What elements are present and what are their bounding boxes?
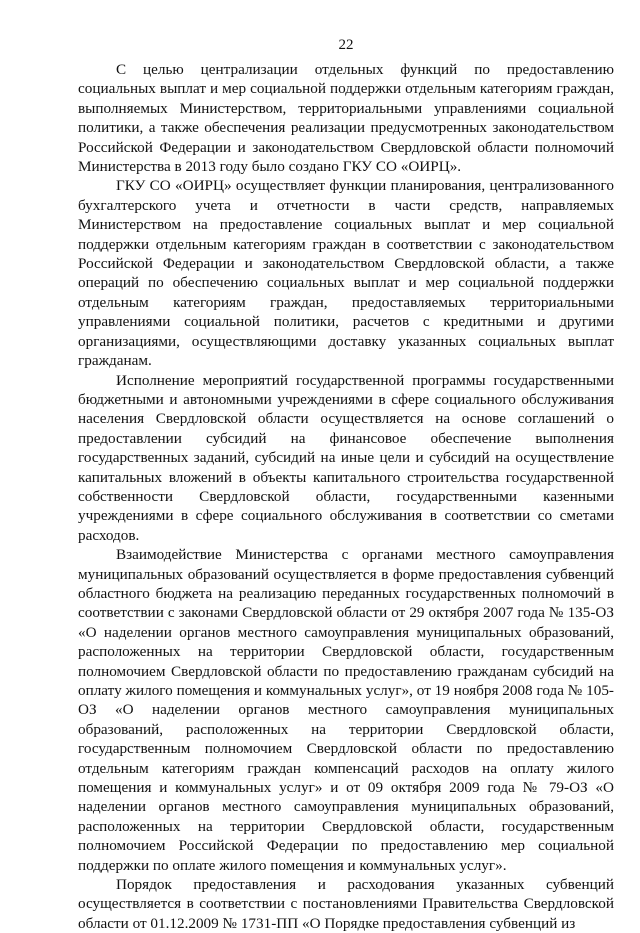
page-number: 22	[338, 37, 354, 53]
paragraph-2: ГКУ СО «ОИРЦ» осуществляет функции планирования, централизованного бухгалтерского учета и отчетности в части средств, направляемых Министерством на предоставление социальных выплат и мер социальной поддержки отдельным категориям граждан в соответствии с законодательством Российской Федерации и законодательством Свердловской области, а также операций по обеспечению социальных выплат и мер социальной поддержки отдельным категориям граждан, предоставляемых территориальными управлениями социальной политики, расчетов с кредитными и другими организациями, осуществляющими доставку указанных социальных выплат гражданам.	[78, 177, 614, 370]
paragraph-1: С целью централизации отдельных функций по предоставлению социальных выплат и мер социальной поддержки отдельным категориям граждан, выполняемых Министерством, территориальными управлениями социальной политики, а также обеспечения реализации предусмотренных законодательством Российской Федерации и законодательством Свердловской области полномочий Министерства в 2013 году было создано ГКУ СО «ОИРЦ».	[78, 61, 614, 176]
paragraph-3: Исполнение мероприятий государственной программы государственными бюджетными и автономными учреждениями в сфере социального обслуживания населения Свердловской области осуществляется на основе соглашений о предоставлении субсидий на финансовое обеспечение выполнения государственных заданий, субсидий на иные цели и субсидий на осуществление капитальных вложений в объекты капитального строительства государственной собственности Свердловской области, государственными казенными учреждениями в сфере социального обслуживания в соответствии со сметами расходов.	[78, 371, 614, 544]
paragraph-5: Порядок предоставления и расходования указанных субвенций осуществляется в соответствии с постановлениями Правительства Свердловской области от 01.12.2009 № 1731-ПП «О Порядке предоставления субвенций из	[78, 876, 614, 932]
paragraph-4: Взаимодействие Министерства с органами местного самоуправления муниципальных образований осуществляется в форме предоставления субвенций областного бюджета на реализацию переданных государственных полномочий в соответствии с законами Свердловской области от 29 октября 2007 года № 135-ОЗ «О наделении органов местного самоуправления муниципальных образований, расположенных на территории Свердловской области, государственным полномочием Свердловской области по предоставлению гражданам субсидий на оплату жилого помещения и коммунальных услуг», от 19 ноября 2008 года № 105-ОЗ «О наделении органов местного самоуправления муниципальных образований, расположенных на территории Свердловской области, государственным полномочием Свердловской области по предоставлению отдельным категориям граждан компенсаций расходов на оплату жилого помещения и коммунальных услуг» и от 09 октября 2009 года № 79-ОЗ «О наделении органов местного самоуправления муниципальных образований, расположенных на территории Свердловской области, государственным полномочием Российской Федерации по предоставлению мер социальной поддержки по оплате жилого помещения и коммунальных услуг».	[78, 546, 614, 874]
